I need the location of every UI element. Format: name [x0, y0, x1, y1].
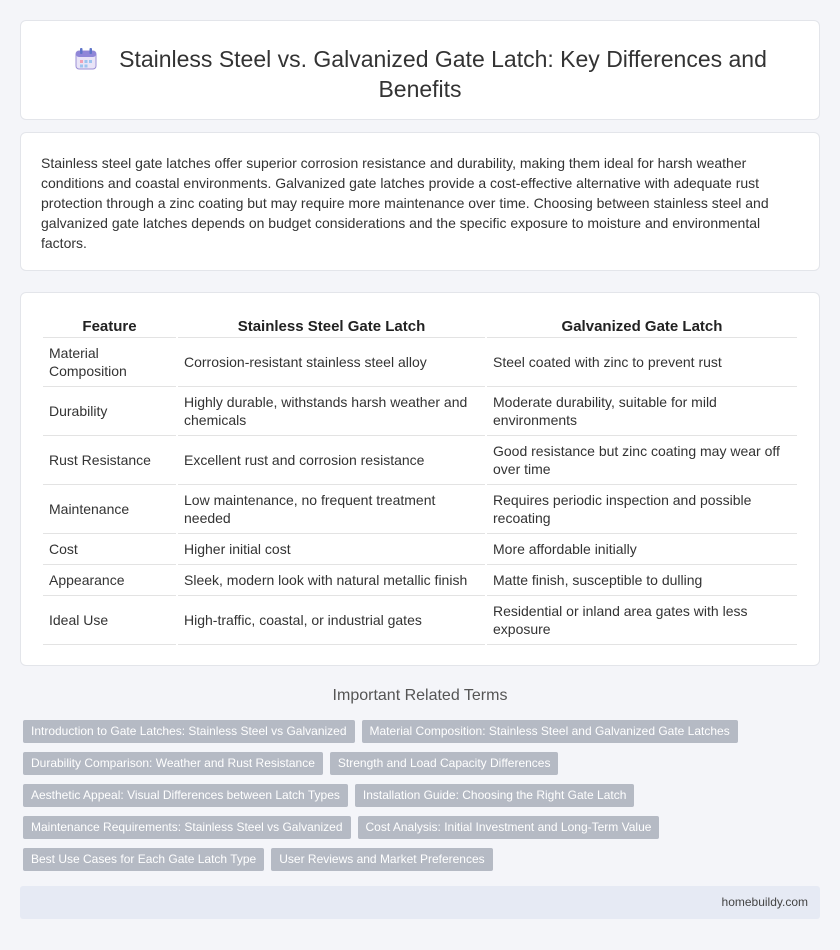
stainless-cell: Higher initial cost	[178, 534, 485, 565]
related-term-link[interactable]: Durability Comparison: Weather and Rust Resistance	[23, 752, 323, 775]
header-feature: Feature	[43, 311, 176, 338]
galvanized-cell: Moderate durability, suitable for mild environments	[487, 387, 797, 436]
table-row	[43, 596, 797, 645]
related-term-link[interactable]: Best Use Cases for Each Gate Latch Type	[23, 848, 264, 871]
table-row	[43, 387, 797, 436]
table-row	[43, 338, 797, 387]
galvanized-cell: Matte finish, susceptible to dulling	[487, 565, 797, 596]
stainless-cell: Low maintenance, no frequent treatment needed	[178, 485, 485, 534]
galvanized-cell: More affordable initially	[487, 534, 797, 565]
stainless-cell: Excellent rust and corrosion resistance	[178, 436, 485, 485]
comparison-table	[41, 311, 799, 645]
page-title	[61, 44, 779, 104]
related-term-link[interactable]: Introduction to Gate Latches: Stainless Steel vs Galvanized	[23, 720, 355, 743]
table-row	[43, 485, 797, 534]
stainless-cell: Highly durable, withstands harsh weather and chemicals	[178, 387, 485, 436]
related-term-link[interactable]: Strength and Load Capacity Differences	[330, 752, 559, 775]
calendar-icon	[73, 46, 99, 72]
galvanized-cell: Requires periodic inspection and possible recoating	[487, 485, 797, 534]
galvanized-cell: Good resistance but zinc coating may wear off over time	[487, 436, 797, 485]
header-galvanized: Galvanized Gate Latch	[487, 311, 797, 338]
feature-cell: Durability	[43, 387, 176, 436]
related-term-link[interactable]: Aesthetic Appeal: Visual Differences between Latch Types	[23, 784, 348, 807]
intro-paragraph: Stainless steel gate latches offer superior corrosion resistance and durability, making them ideal for harsh weather conditions and coastal environments. Galvanized gate latches provide a cost-effective alternative with adequate rust protection through a zinc coating but may require more maintenance over time. Choosing between stainless steel and galvanized gate latches depends on budget considerations and the specific exposure to moisture and environmental factors.	[41, 155, 769, 251]
intro-card	[20, 132, 820, 271]
related-term-link[interactable]: Maintenance Requirements: Stainless Steel vs Galvanized	[23, 816, 351, 839]
related-term-link[interactable]: Cost Analysis: Initial Investment and Long-Term Value	[358, 816, 660, 839]
galvanized-cell: Residential or inland area gates with less exposure	[487, 596, 797, 645]
table-row	[43, 565, 797, 596]
stainless-cell: Sleek, modern look with natural metallic finish	[178, 565, 485, 596]
table-row	[43, 436, 797, 485]
stainless-cell: Corrosion-resistant stainless steel alloy	[178, 338, 485, 387]
table-header-row	[43, 311, 797, 338]
footer-site-link[interactable]: homebuildy.com	[721, 895, 808, 909]
galvanized-cell: Steel coated with zinc to prevent rust	[487, 338, 797, 387]
feature-cell: Cost	[43, 534, 176, 565]
feature-cell: Ideal Use	[43, 596, 176, 645]
feature-cell: Material Composition	[43, 338, 176, 387]
header-card	[20, 20, 820, 120]
feature-cell: Rust Resistance	[43, 436, 176, 485]
related-terms-heading: Important Related Terms	[332, 687, 508, 704]
stainless-cell: High-traffic, coastal, or industrial gates	[178, 596, 485, 645]
footer	[20, 886, 820, 919]
related-term-link[interactable]: User Reviews and Market Preferences	[271, 848, 492, 871]
related-term-link[interactable]: Installation Guide: Choosing the Right Gate Latch	[355, 784, 635, 807]
page-title-text: Stainless Steel vs. Galvanized Gate Latch: Key Differences and Benefits	[119, 46, 767, 102]
related-terms-list	[23, 720, 813, 880]
table-row	[43, 534, 797, 565]
feature-cell: Appearance	[43, 565, 176, 596]
related-term-link[interactable]: Material Composition: Stainless Steel and Galvanized Gate Latches	[362, 720, 738, 743]
comparison-table-card	[20, 292, 820, 666]
feature-cell: Maintenance	[43, 485, 176, 534]
header-stainless: Stainless Steel Gate Latch	[178, 311, 485, 338]
